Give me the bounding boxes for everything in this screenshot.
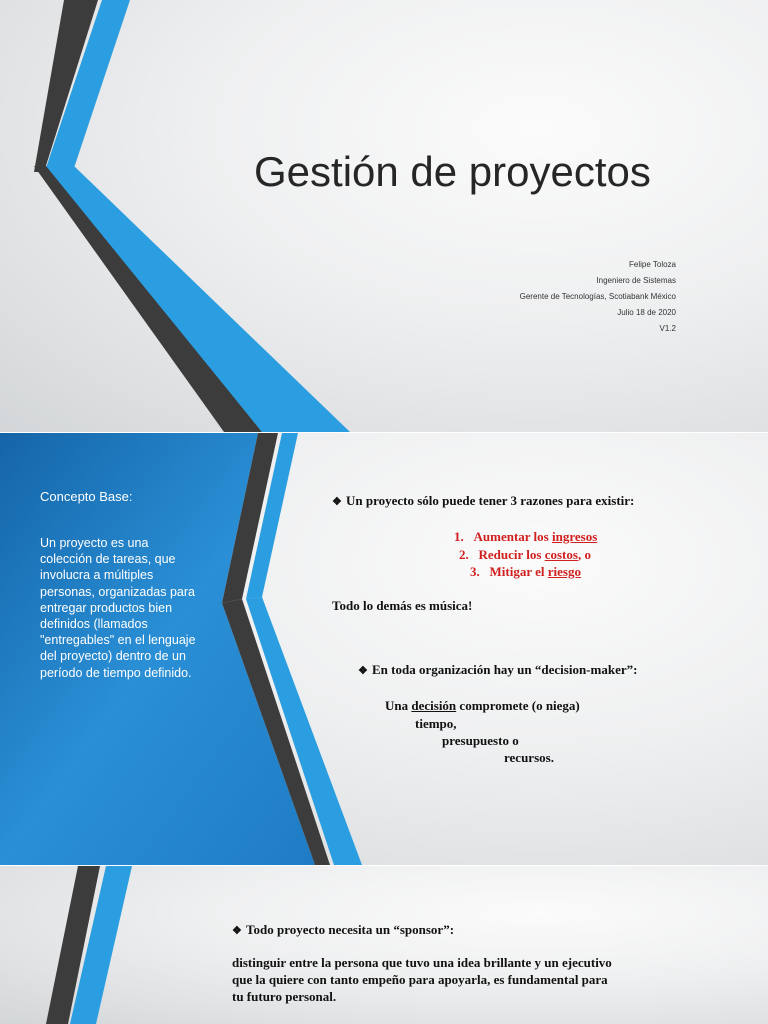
line-presupuesto: presupuesto o xyxy=(442,733,519,748)
list-number: 3. xyxy=(470,564,480,579)
list-item xyxy=(470,564,581,580)
decision-line xyxy=(385,698,580,714)
list-keyword: riesgo xyxy=(547,564,581,579)
diamond-bullet-icon: ❖ xyxy=(232,925,242,937)
slide-concept xyxy=(0,433,768,865)
list-text: Mitigar el xyxy=(489,564,545,579)
bullet-sponsor-text: Todo proyecto necesita un “sponsor”: xyxy=(246,922,455,937)
statement-text: Todo lo demás es música! xyxy=(332,598,473,613)
list-text: Reducir los xyxy=(478,547,542,562)
decision-post: compromete (o niega) xyxy=(459,698,580,713)
slide-sponsor xyxy=(0,866,768,1024)
list-item xyxy=(459,547,591,563)
bullet-sponsor xyxy=(232,922,454,938)
decision-pre: Una xyxy=(385,698,409,713)
presentation-date: Julio 18 de 2020 xyxy=(617,308,676,317)
bullet-reasons-text: Un proyecto sólo puede tener 3 razones para existir: xyxy=(346,493,635,508)
author-role: Ingeniero de Sistemas xyxy=(596,276,676,285)
list-text: Aumentar los xyxy=(473,529,549,544)
version-label: V1.2 xyxy=(659,324,676,333)
bullet-reasons xyxy=(332,493,634,509)
decision-keyword: decisión xyxy=(411,698,457,713)
slide-title xyxy=(0,0,768,432)
list-item xyxy=(454,529,597,545)
line-recursos: recursos. xyxy=(504,750,554,765)
slide1-dark-stripe-bottom xyxy=(34,166,262,432)
author-position: Gerente de Tecnologías, Scotiabank México xyxy=(519,292,676,301)
diamond-bullet-icon: ❖ xyxy=(332,496,342,508)
list-suffix: , o xyxy=(577,547,591,562)
sponsor-paragraph: distinguir entre la persona que tuvo una idea brillante y un ejecutivo que la quiere con tanto empeño para apoyarla, es fundamental para tu futuro personal. xyxy=(232,955,612,1004)
slide1-decoration xyxy=(0,0,768,432)
list-keyword: costos xyxy=(544,547,578,562)
diamond-bullet-icon: ❖ xyxy=(358,665,368,677)
side-body-text: Un proyecto es una colección de tareas, que involucra a múltiples personas, organizadas para entregar productos bien definidos (llamados "entregables" en el lenguaje del proyecto) dentro de un período de tiempo definido. xyxy=(40,536,196,680)
side-heading: Concepto Base: xyxy=(40,489,133,504)
author-name: Felipe Toloza xyxy=(629,260,676,269)
page-title: Gestión de proyectos xyxy=(254,148,651,195)
bullet-decision-maker xyxy=(358,662,637,678)
list-keyword: ingresos xyxy=(551,529,598,544)
line-tiempo: tiempo, xyxy=(415,716,457,731)
bullet-decision-text: En toda organización hay un “decision-maker”: xyxy=(372,662,638,677)
list-number: 1. xyxy=(454,529,464,544)
list-number: 2. xyxy=(459,547,469,562)
